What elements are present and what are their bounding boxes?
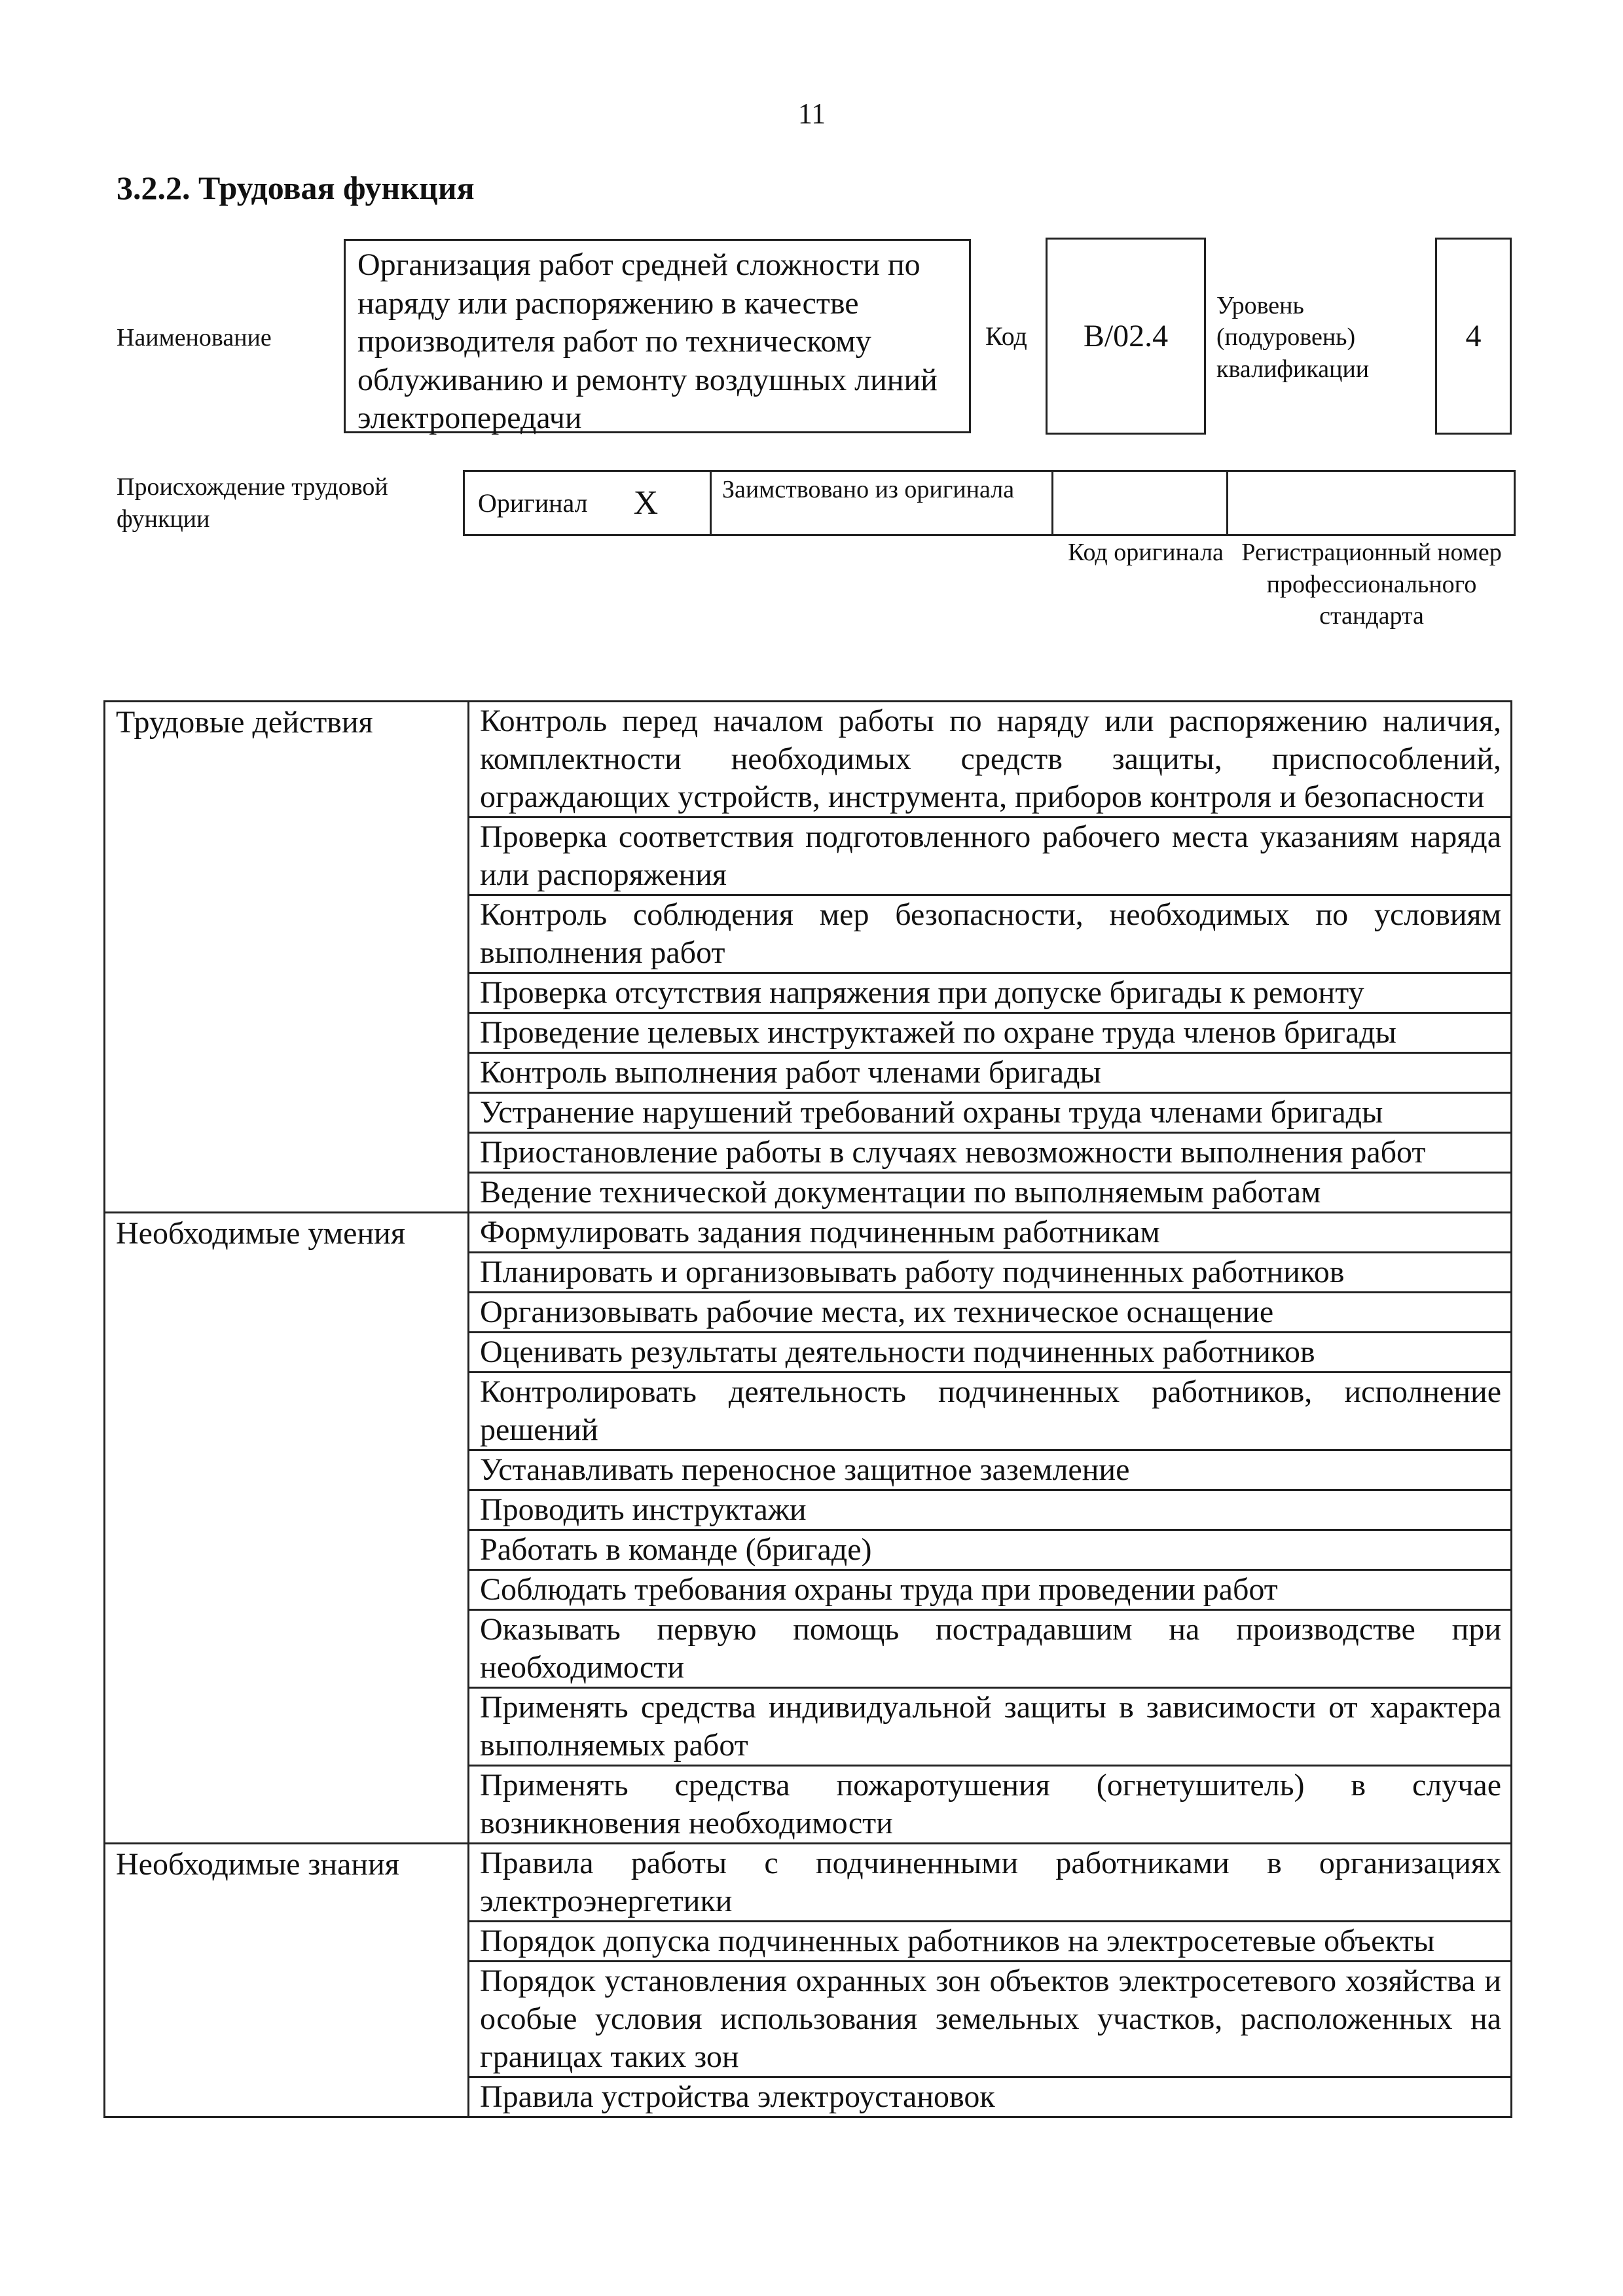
category-cell: Необходимые знания xyxy=(105,1844,469,2117)
item-cell: Порядок установления охранных зон объектов электросетевого хозяйства и особые условия использования земельных участков, расположенных на границах таких зон xyxy=(469,1962,1512,2077)
code-label: Код xyxy=(985,321,1027,351)
origin-label: Происхождение трудовой функции xyxy=(117,473,388,533)
item-cell: Работать в команде (бригаде) xyxy=(469,1530,1512,1570)
item-cell: Соблюдать требования охраны труда при проведении работ xyxy=(469,1570,1512,1610)
table-row xyxy=(105,1844,1512,1922)
reg-number-note: Регистрационный номер профессионального стандарта xyxy=(1241,539,1502,630)
item-cell: Устранение нарушений требований охраны труда членами бригады xyxy=(469,1093,1512,1133)
item-cell: Контролировать деятельность подчиненных работников, исполнение решений xyxy=(469,1372,1512,1450)
item-cell: Планировать и организовывать работу подчиненных работников xyxy=(469,1253,1512,1293)
origin-reg-number-cell xyxy=(1226,470,1516,536)
item-cell: Оказывать первую помощь пострадавшим на производстве при необходимости xyxy=(469,1610,1512,1688)
item-cell: Проведение целевых инструктажей по охране труда членов бригады xyxy=(469,1013,1512,1053)
item-cell: Проводить инструктажи xyxy=(469,1490,1512,1530)
original-label: Оригинал xyxy=(478,488,588,518)
table-row xyxy=(105,1213,1512,1253)
item-cell: Приостановление работы в случаях невозможности выполнения работ xyxy=(469,1133,1512,1173)
table-row xyxy=(105,702,1512,817)
item-cell: Формулировать задания подчиненным работникам xyxy=(469,1213,1512,1253)
name-label: Наименование xyxy=(117,324,272,351)
origin-borrowed-cell: Заимствовано из оригинала xyxy=(710,470,1053,536)
function-name-box: Организация работ средней сложности по наряду или распоряжению в качестве производителя работ по техническому облуживанию и ремонту воздушных линий электропередачи xyxy=(344,239,971,433)
qualification-level-box: 4 xyxy=(1435,238,1512,435)
item-cell: Проверка отсутствия напряжения при допуске бригады к ремонту xyxy=(469,973,1512,1013)
section-title: 3.2.2. Трудовая функция xyxy=(117,170,475,206)
item-cell: Правила устройства электроустановок xyxy=(469,2077,1512,2117)
item-cell: Устанавливать переносное защитное заземление xyxy=(469,1450,1512,1490)
origin-code-cell xyxy=(1051,470,1228,536)
item-cell: Контроль выполнения работ членами бригады xyxy=(469,1053,1512,1093)
origin-code-note: Код оригинала xyxy=(1068,539,1224,566)
item-cell: Контроль перед началом работы по наряду или распоряжению наличия, комплектности необходимых средств защиты, приспособлений, ограждающих устройств, инструмента, приборов контроля и безопасности xyxy=(469,702,1512,817)
original-mark: X xyxy=(633,484,659,522)
page-number: 11 xyxy=(797,98,826,130)
item-cell: Порядок допуска подчиненных работников на электросетевые объекты xyxy=(469,1922,1512,1962)
category-cell: Трудовые действия xyxy=(105,702,469,1213)
item-cell: Проверка соответствия подготовленного рабочего места указаниям наряда или распоряжения xyxy=(469,817,1512,895)
item-cell: Оценивать результаты деятельности подчиненных работников xyxy=(469,1333,1512,1372)
category-cell: Необходимые умения xyxy=(105,1213,469,1844)
item-cell: Применять средства пожаротушения (огнетушитель) в случае возникновения необходимости xyxy=(469,1766,1512,1844)
item-cell: Правила работы с подчиненными работниками в организациях электроэнергетики xyxy=(469,1844,1512,1922)
item-cell: Ведение технической документации по выполняемым работам xyxy=(469,1173,1512,1213)
item-cell: Контроль соблюдения мер безопасности, необходимых по условиям выполнения работ xyxy=(469,895,1512,973)
qualification-level-label: Уровень (подуровень) квалификации xyxy=(1216,292,1370,383)
origin-original-cell xyxy=(463,470,712,536)
function-details-table xyxy=(103,700,1512,2118)
item-cell: Организовывать рабочие места, их техническое оснащение xyxy=(469,1293,1512,1333)
item-cell: Применять средства индивидуальной защиты в зависимости от характера выполняемых работ xyxy=(469,1688,1512,1766)
code-value-box: B/02.4 xyxy=(1046,238,1206,435)
origin-row xyxy=(463,470,1514,536)
